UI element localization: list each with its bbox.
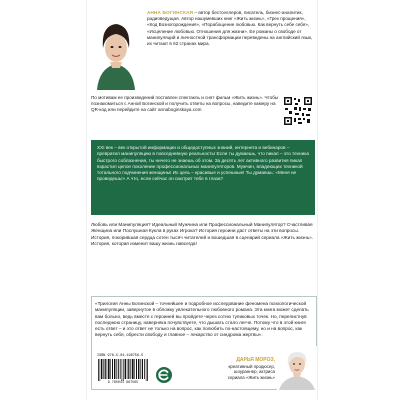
endorser-photo	[277, 346, 317, 390]
green-panel-text: XXI век – век открытой информации и общедоступных знаний, интернета и вебинаров – превратил манипуляцию в повседневную реальность! Если ты думаешь, что пикап – это техника быстрого соблазнения, ты ничего не знаешь об этом. За десять лет активного развития пикап взрастил целое поколение профессиональных манипуляторов. Мужчин, владеющих техникой тотального подчинения женщины! Их цель – красивые и успешные! Ты думаешь: «Меня не проведешь!» А что, если сейчас он смотрит тебе в глаза?	[97, 145, 309, 182]
endorsement-quote: «Трилогия Анны Богинской – точнейшее и подробное исследование феномена психологической манипуляции, завернутое в обложку увлекательного любовного романа. Эта книга может сделать вам больно, ведь вместе с героиней вы пройдете через сотню тупиковых точек. Но, перелистнув последнюю страницу, наверняка почувствуете, что дышать стало легче. Потому что в этой книге есть ответ – и это ответ не только на вопрос, как полюбить по-настоящему, но и на вопрос, как вернуть себя, обрести свободу и главное – лекарство от синдрома жертвы».	[95, 301, 309, 338]
book-back-cover	[86, 0, 318, 400]
author-bio	[147, 10, 315, 47]
endorser-title: креативный продюсер, шоураннер, актриса сериала «Жить жизнь»	[227, 363, 275, 380]
author-photo	[91, 6, 141, 90]
endorser-caption	[221, 358, 275, 380]
barcode-icon	[97, 359, 149, 381]
barcode-number: 9 785041 987565	[107, 381, 139, 385]
author-bio-text: – автор бестселлеров, писатель, бизнес-аналитик, радиоведущая. Автор нашумевших книг «Жить жизнь», «Грех прощения», «Код Возногорождения», «Порабощение любовью. Как вернуть себе себя», «Исцеление любовью. Отношения для жизни». Ее романы о свободе от манипуляций и личностной трансформации переведены на английский язык, их читают в 62 странах мира.	[147, 10, 313, 47]
description-text: Любовь или Манипуляция? Идеальный Мужчина или Профессиональный Манипулятор? Счастливая Женщина или Послушная Кукла в руках Игрока? История героини даст ответы на эти вопросы. История, покорившая сердца сотен тысяч читателей и вошедшая в сценарий сериала «Жить жизнь». История, которая изменит вашу жизнь навсегда!	[91, 222, 314, 246]
isbn-label: ISBN 978-5-04-198756-5	[97, 354, 144, 358]
endorser-name: ДАРЬЯ МОРОЗ,	[236, 357, 275, 363]
isbn-barcode	[97, 354, 149, 388]
publisher-logo-icon	[155, 366, 173, 384]
green-highlight-panel	[91, 140, 315, 215]
promo-text: По мотивам ее произведений поставлен спектакль и снят фильм «Жить жизнь». Чтобы познакомиться с Анной Богинской и получить ответы на вопросы, наведите камеру на QR-код или перейдите на сайт annaboginskaya.com	[91, 95, 279, 113]
author-name: АННА БОГИНСКАЯ	[147, 10, 194, 15]
qr-code-icon[interactable]	[283, 96, 313, 126]
